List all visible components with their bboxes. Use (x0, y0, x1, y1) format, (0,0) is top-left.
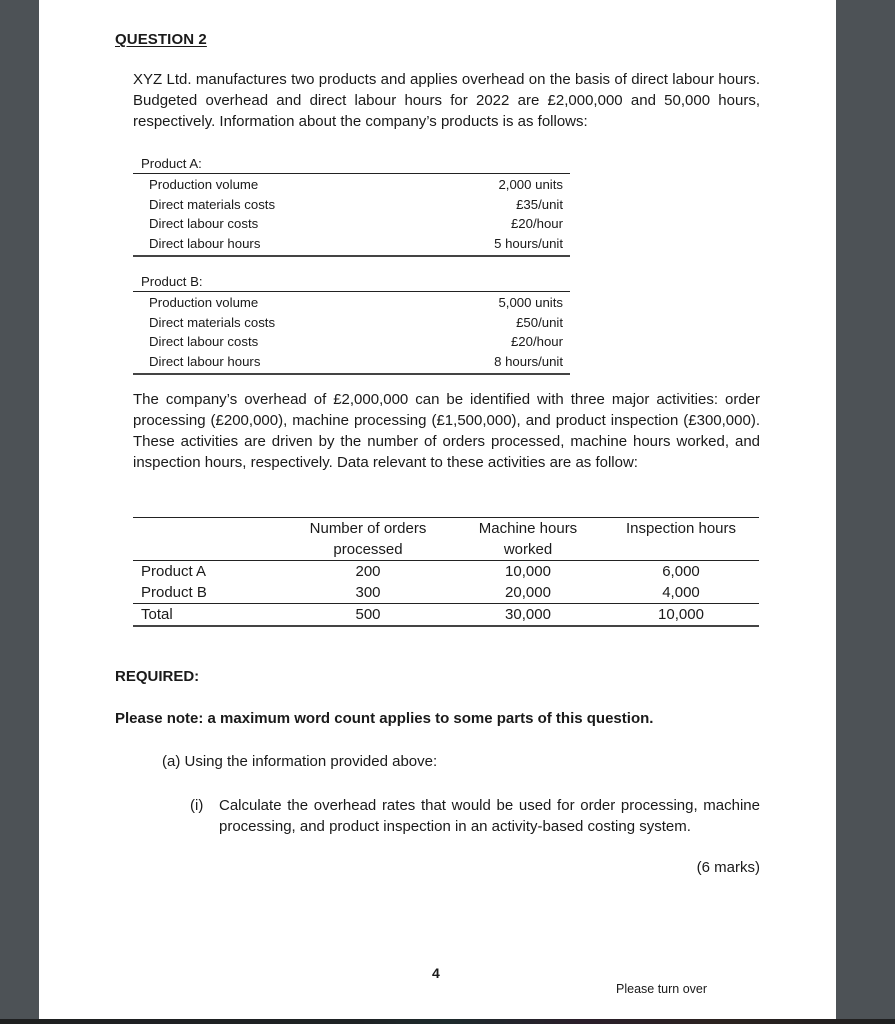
product-a-table (133, 154, 570, 257)
overhead-text: The company’s overhead of £2,000,000 can be identified with three major activities: order processing (£200,000), machine processing (£1,500,000), and product inspection (£300,000). These activities are driven by the number of orders processed, machine hours worked, and inspection hours, respectively. Data relevant to these activities are as follow: (133, 391, 760, 471)
row-label: Direct materials costs (149, 196, 276, 212)
marks-label: (6 marks) (696, 859, 760, 876)
part-a-i-question (219, 795, 760, 837)
required-label: REQUIRED: (115, 668, 200, 685)
row-label: Direct labour hours (149, 235, 261, 251)
header-orders: Number of orders processed (309, 520, 427, 558)
total-machine: 30,000 (505, 606, 551, 623)
intro-text: XYZ Ltd. manufactures two products and applies overhead on the basis of direct labour hours. Budgeted overhead and direct labour hours for 2022 are £2,000,000 and 50,000 hours, respectively. Information about the company’s products is as follows: (133, 71, 760, 130)
table-header-row (133, 518, 759, 561)
row-value: 5 hours/unit (494, 235, 563, 251)
activity-table (133, 517, 759, 627)
row-label: Product A (141, 563, 207, 580)
cell-orders: 300 (355, 584, 381, 601)
part-a-label: (a) Using the information provided above: (162, 753, 438, 770)
header-machine: Machine hours worked (478, 520, 578, 558)
row-label: Direct labour hours (149, 353, 261, 369)
row-value: 2,000 units (498, 177, 563, 192)
cell-inspection: 4,000 (662, 584, 700, 601)
page-number: 4 (432, 965, 440, 981)
table-row (133, 352, 570, 372)
row-label: Production volume (149, 177, 259, 192)
row-value: £50/unit (516, 314, 563, 330)
row-label: Product B (141, 584, 207, 601)
total-inspection: 10,000 (658, 606, 704, 623)
row-value: 5,000 units (498, 295, 563, 310)
intro-paragraph (133, 69, 760, 132)
part-a-i-marker: (i) (190, 797, 204, 814)
table-row (133, 214, 570, 234)
table-row (133, 313, 570, 333)
table-row (133, 195, 570, 215)
table-row (133, 582, 759, 604)
product-a-title: Product A: (141, 156, 202, 171)
row-value: £20/hour (510, 334, 563, 349)
row-label: Production volume (149, 295, 259, 310)
product-b-title: Product B: (141, 274, 203, 289)
row-label: Direct labour costs (149, 334, 259, 349)
question-heading: QUESTION 2 (115, 31, 207, 48)
product-a-rows (133, 173, 570, 257)
product-b-table (133, 272, 570, 375)
bottom-taskbar-strip (0, 1019, 895, 1024)
row-label: Direct labour costs (149, 216, 259, 231)
table-row (133, 293, 570, 313)
table-row (133, 175, 570, 195)
cell-orders: 200 (355, 563, 381, 580)
table-row (133, 234, 570, 254)
cell-inspection: 6,000 (662, 563, 700, 580)
part-a-i-text: Calculate the overhead rates that would be used for order processing, machine processing, and product inspection in an activity-based costing system. (219, 797, 760, 835)
cell-machine: 10,000 (505, 563, 551, 580)
total-orders: 500 (355, 606, 381, 623)
row-label: Direct materials costs (149, 314, 276, 330)
cell-machine: 20,000 (505, 584, 551, 601)
document-page (39, 0, 836, 1019)
header-blank (133, 518, 283, 561)
row-value: £35/unit (516, 196, 563, 212)
header-inspection: Inspection hours (625, 520, 737, 537)
row-value: £20/hour (510, 216, 563, 231)
turn-over-note: Please turn over (616, 982, 708, 996)
total-row (133, 604, 759, 627)
product-b-rows (133, 291, 570, 375)
row-value: 8 hours/unit (494, 353, 563, 369)
table-row (133, 561, 759, 583)
word-count-note: Please note: a maximum word count applies to some parts of this question. (115, 710, 654, 727)
table-row (133, 332, 570, 352)
total-label: Total (141, 606, 173, 623)
overhead-paragraph (133, 389, 760, 473)
